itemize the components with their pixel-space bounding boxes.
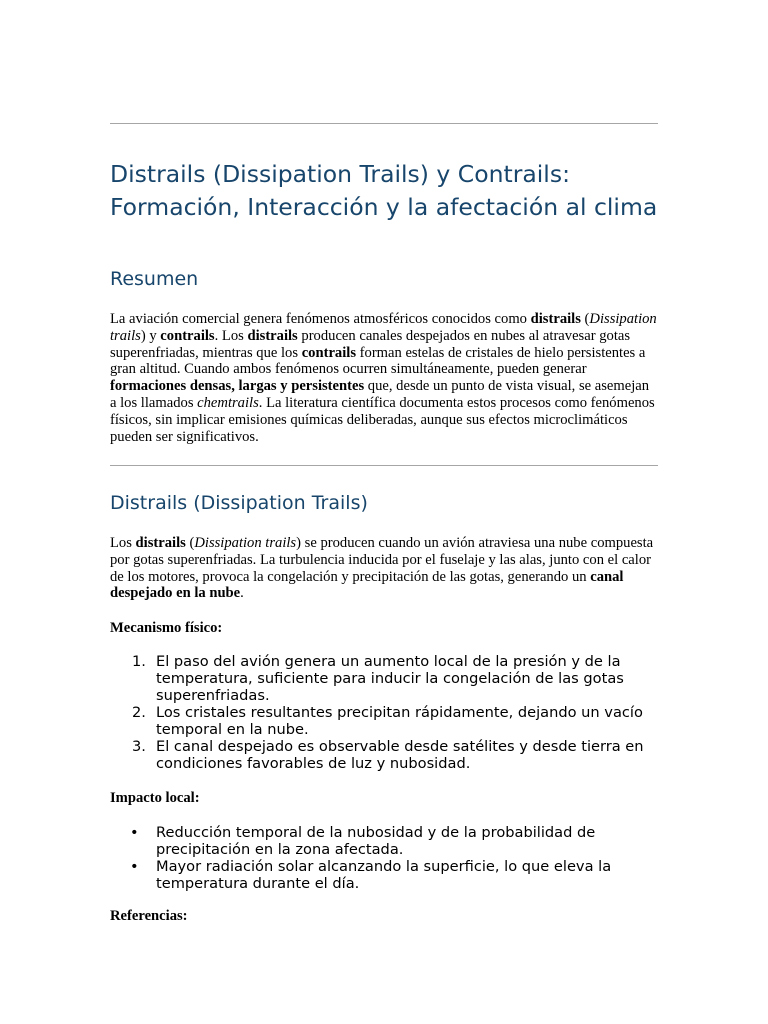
list-item-text: El paso del avión genera un aumento local de la presión y de la temperatura, suficiente para inducir la congelación de las gotas superenfriadas. (156, 653, 624, 704)
section-divider (110, 465, 658, 466)
mechanism-label: Mecanismo físico: (110, 620, 223, 636)
list-item (110, 653, 658, 704)
bold-term: distrails (530, 311, 581, 327)
list-item (110, 704, 658, 738)
list-marker: 2. (132, 704, 146, 721)
document-title: Distrails (Dissipation Trails) y Contrails: Formación, Interacción y la afectación al clima (110, 160, 658, 221)
section-heading-resumen: Resumen (110, 268, 199, 290)
list-marker: 1. (132, 653, 146, 670)
top-divider (110, 123, 658, 124)
mechanism-list (110, 653, 658, 772)
italic-term: chemtrails (197, 394, 259, 411)
bullet-marker: • (130, 824, 139, 841)
references-label: Referencias: (110, 908, 188, 924)
impact-label: Impacto local: (110, 790, 200, 806)
resumen-paragraph: La aviación comercial genera fenómenos atmosféricos conocidos como distrails (Dissipation trails) y contrails. Los distrails producen canales despejados en nubes al atravesar gotas superenfriadas, mientras que los contrails forman estelas de cristales de hielo persistentes a gran altitud. Cuando ambos fenómenos ocurren simultáneamente, pueden generar formaciones densas, largas y persistentes que, desde un punto de vista visual, se asemejan a los llamados chemtrails. La literatura científica documenta estos procesos como fenómenos físicos, sin implicar emisiones químicas deliberadas, aunque sus efectos microclimáticos pueden ser significativos. (110, 311, 657, 445)
bold-term: distrails (135, 535, 186, 551)
list-marker: 3. (132, 738, 146, 755)
list-item (110, 738, 658, 772)
list-item (110, 824, 658, 858)
list-item-text: Mayor radiación solar alcanzando la superficie, lo que eleva la temperatura durante el día. (156, 858, 612, 892)
distrails-paragraph: Los distrails (Dissipation trails) se producen cuando un avión atraviesa una nube compuesta por gotas superenfriadas. La turbulencia inducida por el fuselaje y las alas, junto con el calor de los motores, provoca la congelación y precipitación de las gotas, generando un canal despejado en la nube. (110, 535, 654, 602)
impact-list (110, 824, 658, 892)
list-item-text: Los cristales resultantes precipitan rápidamente, dejando un vacío temporal en la nube. (156, 704, 643, 738)
bold-term: canal despejado en la nube (110, 568, 624, 602)
list-item-text: El canal despejado es observable desde satélites y desde tierra en condiciones favorables de luz y nubosidad. (156, 738, 644, 772)
bold-term: formaciones densas, largas y persistentes (110, 378, 365, 395)
italic-term: Dissipation trails (110, 311, 657, 344)
bullet-marker: • (130, 858, 139, 875)
italic-term: Dissipation trails (194, 535, 297, 551)
bold-term: contrails (301, 344, 357, 361)
list-item (110, 858, 658, 892)
section-heading-distrails: Distrails (Dissipation Trails) (110, 492, 368, 514)
bold-term: distrails (247, 327, 298, 344)
bold-term: contrails (160, 327, 215, 344)
list-item-text: Reducción temporal de la nubosidad y de la probabilidad de precipitación en la zona afectada. (156, 824, 596, 858)
